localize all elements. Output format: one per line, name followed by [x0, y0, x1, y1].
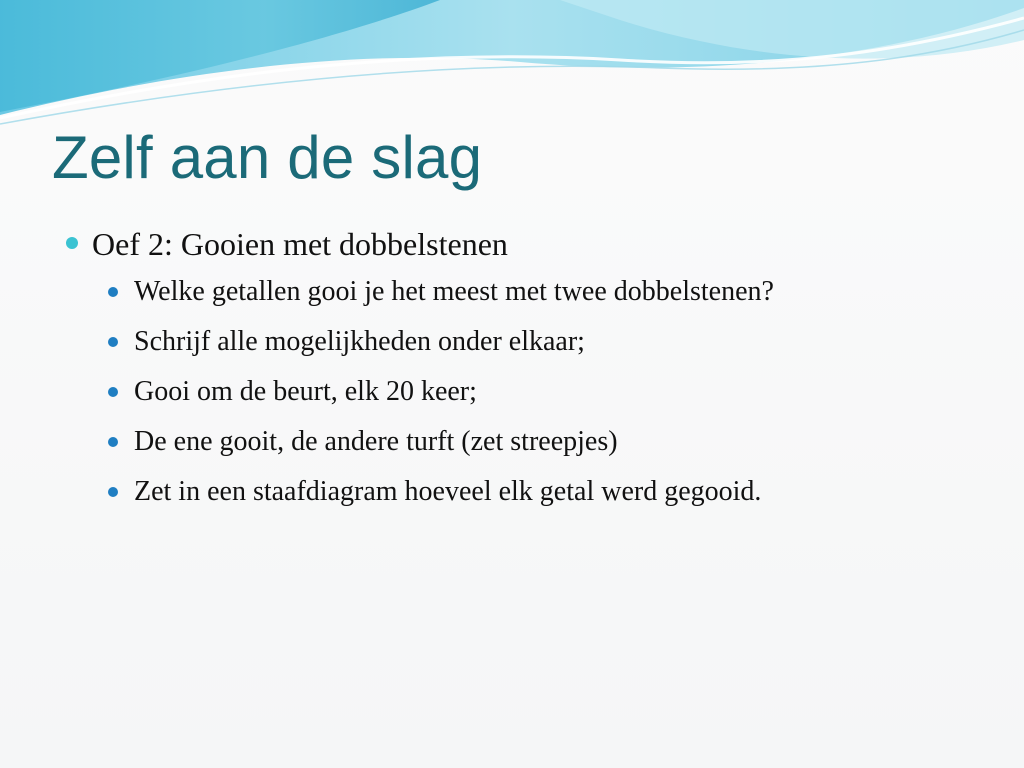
- bullet-text: Gooi om de beurt, elk 20 keer;: [134, 376, 477, 407]
- bullet-item-level2: [64, 322, 994, 362]
- bullet-dot-icon: [108, 337, 118, 347]
- bullet-dot-icon: [108, 387, 118, 397]
- bullet-text: Oef 2: Gooien met dobbelstenen: [92, 226, 508, 262]
- bullet-text: De ene gooit, de andere turft (zet streepjes): [134, 426, 618, 457]
- bullet-dot-icon: [108, 487, 118, 497]
- bullet-dot-icon: [108, 287, 118, 297]
- bullet-item-level2: [64, 272, 994, 312]
- header-wave-decoration: [0, 0, 1024, 130]
- bullet-dot-icon: [108, 437, 118, 447]
- bullet-text: Welke getallen gooi je het meest met twee dobbelstenen?: [134, 276, 774, 307]
- bullet-item-level2: [64, 372, 994, 412]
- bullet-list: [64, 224, 994, 522]
- bullet-dot-icon: [66, 237, 78, 249]
- slide-title: Zelf aan de slag: [52, 124, 483, 191]
- bullet-item-level2: [64, 472, 994, 512]
- bullet-text: Zet in een staafdiagram hoeveel elk getal werd gegooid.: [134, 476, 762, 507]
- bullet-item-level1: [64, 224, 994, 264]
- bullet-item-level2: [64, 422, 994, 462]
- bullet-text: Schrijf alle mogelijkheden onder elkaar;: [134, 326, 585, 357]
